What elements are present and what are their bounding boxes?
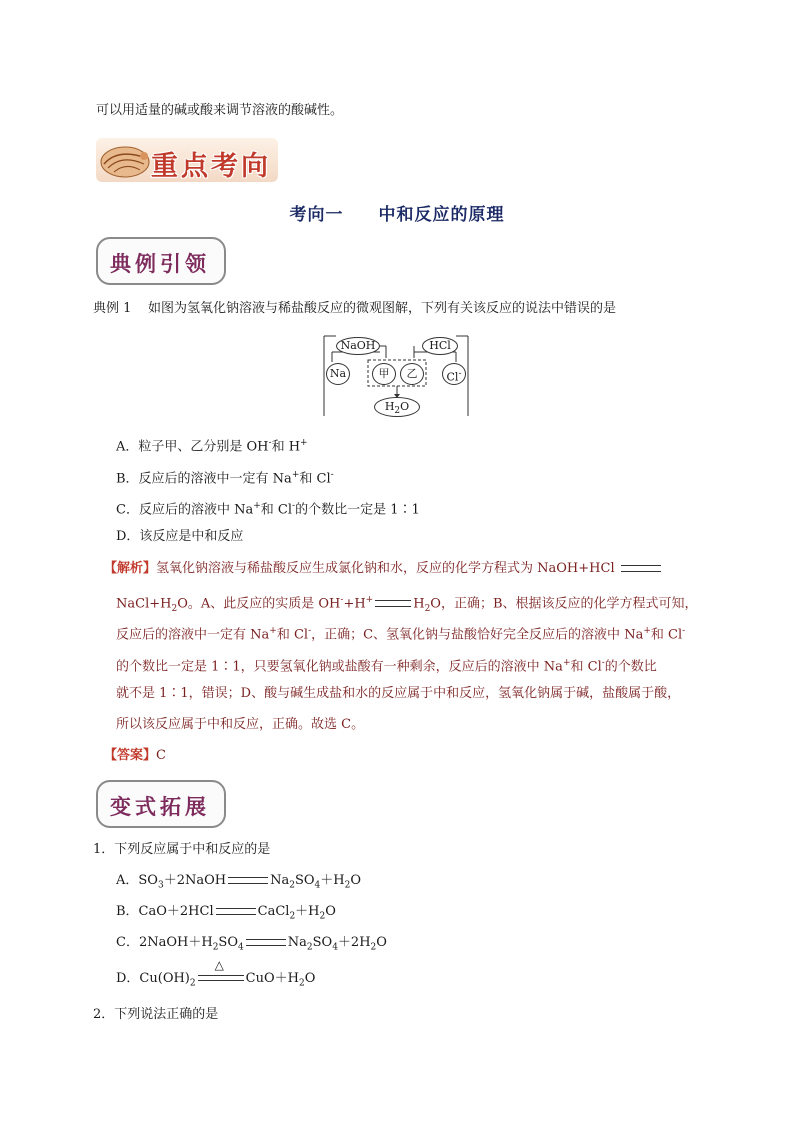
q1-option-c: C．$2NaOH+H_2SO_4$ $Na_2SO_4+2H_2O$ (116, 935, 387, 953)
cl-ion: Cl- (442, 363, 466, 385)
section-title (0, 200, 794, 225)
example-label: 典例 1 (93, 301, 132, 316)
na-ion: Na (326, 363, 350, 385)
analysis-line-1: 【解析】氢氧化钠溶液与稀盐酸反应生成氯化钠和水，反应的化学方程式为 NaOH+HCl (104, 560, 663, 578)
intro-line: 可以用适量的碱或酸来调节溶液的酸碱性。 (96, 103, 344, 118)
hcl-label: HCl (422, 337, 458, 355)
analysis-line-6: 所以该反应属于中和反应，正确。故选 C。 (116, 717, 365, 732)
water-molecule: $H_2O$ (374, 397, 420, 417)
example-question (93, 300, 616, 318)
q1-option-d: D．$Cu(OH)_2$ △ $CuO+H_2O$ (116, 957, 316, 989)
q2-stem: 2．下列说法正确的是 (93, 1007, 219, 1022)
q1-option-a: A．$SO_3+2NaOH$ $Na_2SO_4+H_2O$ (116, 873, 362, 891)
variant-tag-label: 变式拓展 (110, 794, 210, 819)
option-d: D．该反应是中和反应 (116, 529, 244, 544)
option-b: B．反应后的溶液中一定有 Na+和 Cl- (116, 470, 334, 487)
analysis-line-4: 的个数比一定是 1∶1，只要氢氧化钠或盐酸有一种剩余，反应后的溶液中 Na+和 Cl-的个数比 (116, 658, 657, 675)
particle-yi: 乙 (400, 363, 424, 385)
example-tag (96, 237, 226, 285)
analysis-line-3: 反应后的溶液中一定有 Na+和 Cl-，正确；C、氢氧化钠与盐酸恰好完全反应后的溶液中 Na+和 Cl- (116, 626, 686, 643)
analysis-line-5: 就不是 1∶1，错误；D、酸与碱生成盐和水的反应属于中和反应，氢氧化钠属于碱，盐酸属于酸， (116, 686, 681, 701)
section-topic: 中和反应的原理 (378, 205, 505, 225)
particle-jia: 甲 (372, 363, 396, 385)
option-c: C．反应后的溶液中 Na+和 Cl-的个数比一定是 1∶1 (116, 501, 420, 518)
example-stem: 如图为氢氧化钠溶液与稀盐酸反应的微观图解，下列有关该反应的说法中错误的是 (147, 301, 616, 316)
heat-symbol: △ (214, 957, 224, 972)
q1-option-b: B．CaO＋2HCl $CaCl_2+H_2O$ (116, 904, 336, 922)
shell-icon (98, 140, 152, 180)
banner-title: 重点考向 (151, 151, 271, 182)
option-a: A．粒子甲、乙分别是 OH-和 H+ (116, 438, 308, 455)
variant-tag (96, 780, 226, 828)
q1-stem: 1．下列反应属于中和反应的是 (93, 842, 271, 857)
section-label: 考向一 (289, 205, 344, 225)
analysis-line-2: $NaCl+H_2O$。A、此反应的实质是 OH-+H+ $H_2O$，正确；B、根据该反应的化学方程式可知， (116, 595, 698, 614)
focus-banner (96, 138, 278, 182)
answer-line: 【答案】C (104, 748, 166, 763)
reaction-diagram (322, 332, 470, 418)
naoh-label: NaOH (336, 337, 380, 355)
example-tag-label: 典例引领 (110, 251, 210, 276)
